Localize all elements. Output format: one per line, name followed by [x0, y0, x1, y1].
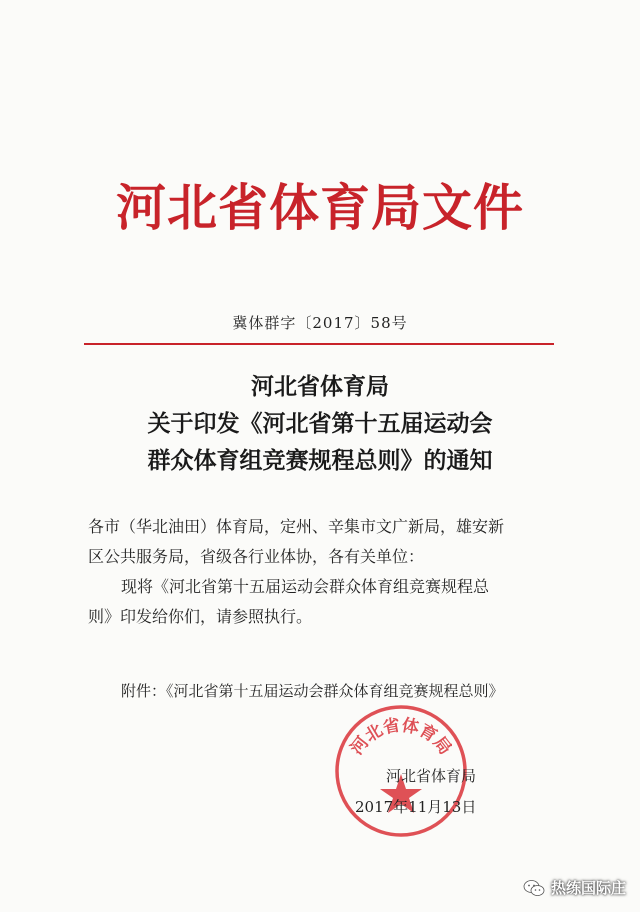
wechat-watermark	[523, 877, 626, 898]
document-number: 冀体群字〔2017〕58号	[232, 314, 408, 332]
main-text-line-2: 则》印发给你们，请参照执行。	[88, 607, 313, 626]
notice-title	[0, 368, 640, 479]
notice-body	[88, 512, 558, 632]
red-divider-line	[84, 343, 554, 345]
notice-title-line-1: 河北省体育局	[251, 373, 389, 400]
recipients-line-2: 区公共服务局，省级各行业体协，各有关单位：	[88, 547, 425, 566]
document-header-title: 河北省体育局文件	[116, 178, 524, 237]
seal-arc-text: 河北省体育局	[346, 715, 456, 759]
wechat-icon	[523, 879, 545, 897]
main-text-line-1: 现将《河北省第十五届运动会群众体育组竞赛规程总	[121, 577, 490, 596]
issuer-signature: 河北省体育局	[386, 767, 477, 785]
notice-title-line-2: 关于印发《河北省第十五届运动会	[147, 410, 493, 437]
recipients-line-1: 各市（华北油田）体育局，定州、辛集市文广新局，雄安新	[88, 517, 505, 536]
notice-title-line-3: 群众体育组竞赛规程总则》的通知	[147, 447, 493, 474]
attachment-line: 附件：《河北省第十五届运动会群众体育组竞赛规程总则》	[121, 682, 504, 700]
issue-date: 2017年11月13日	[355, 798, 477, 816]
watermark-text: 热练国际庄	[550, 879, 626, 897]
